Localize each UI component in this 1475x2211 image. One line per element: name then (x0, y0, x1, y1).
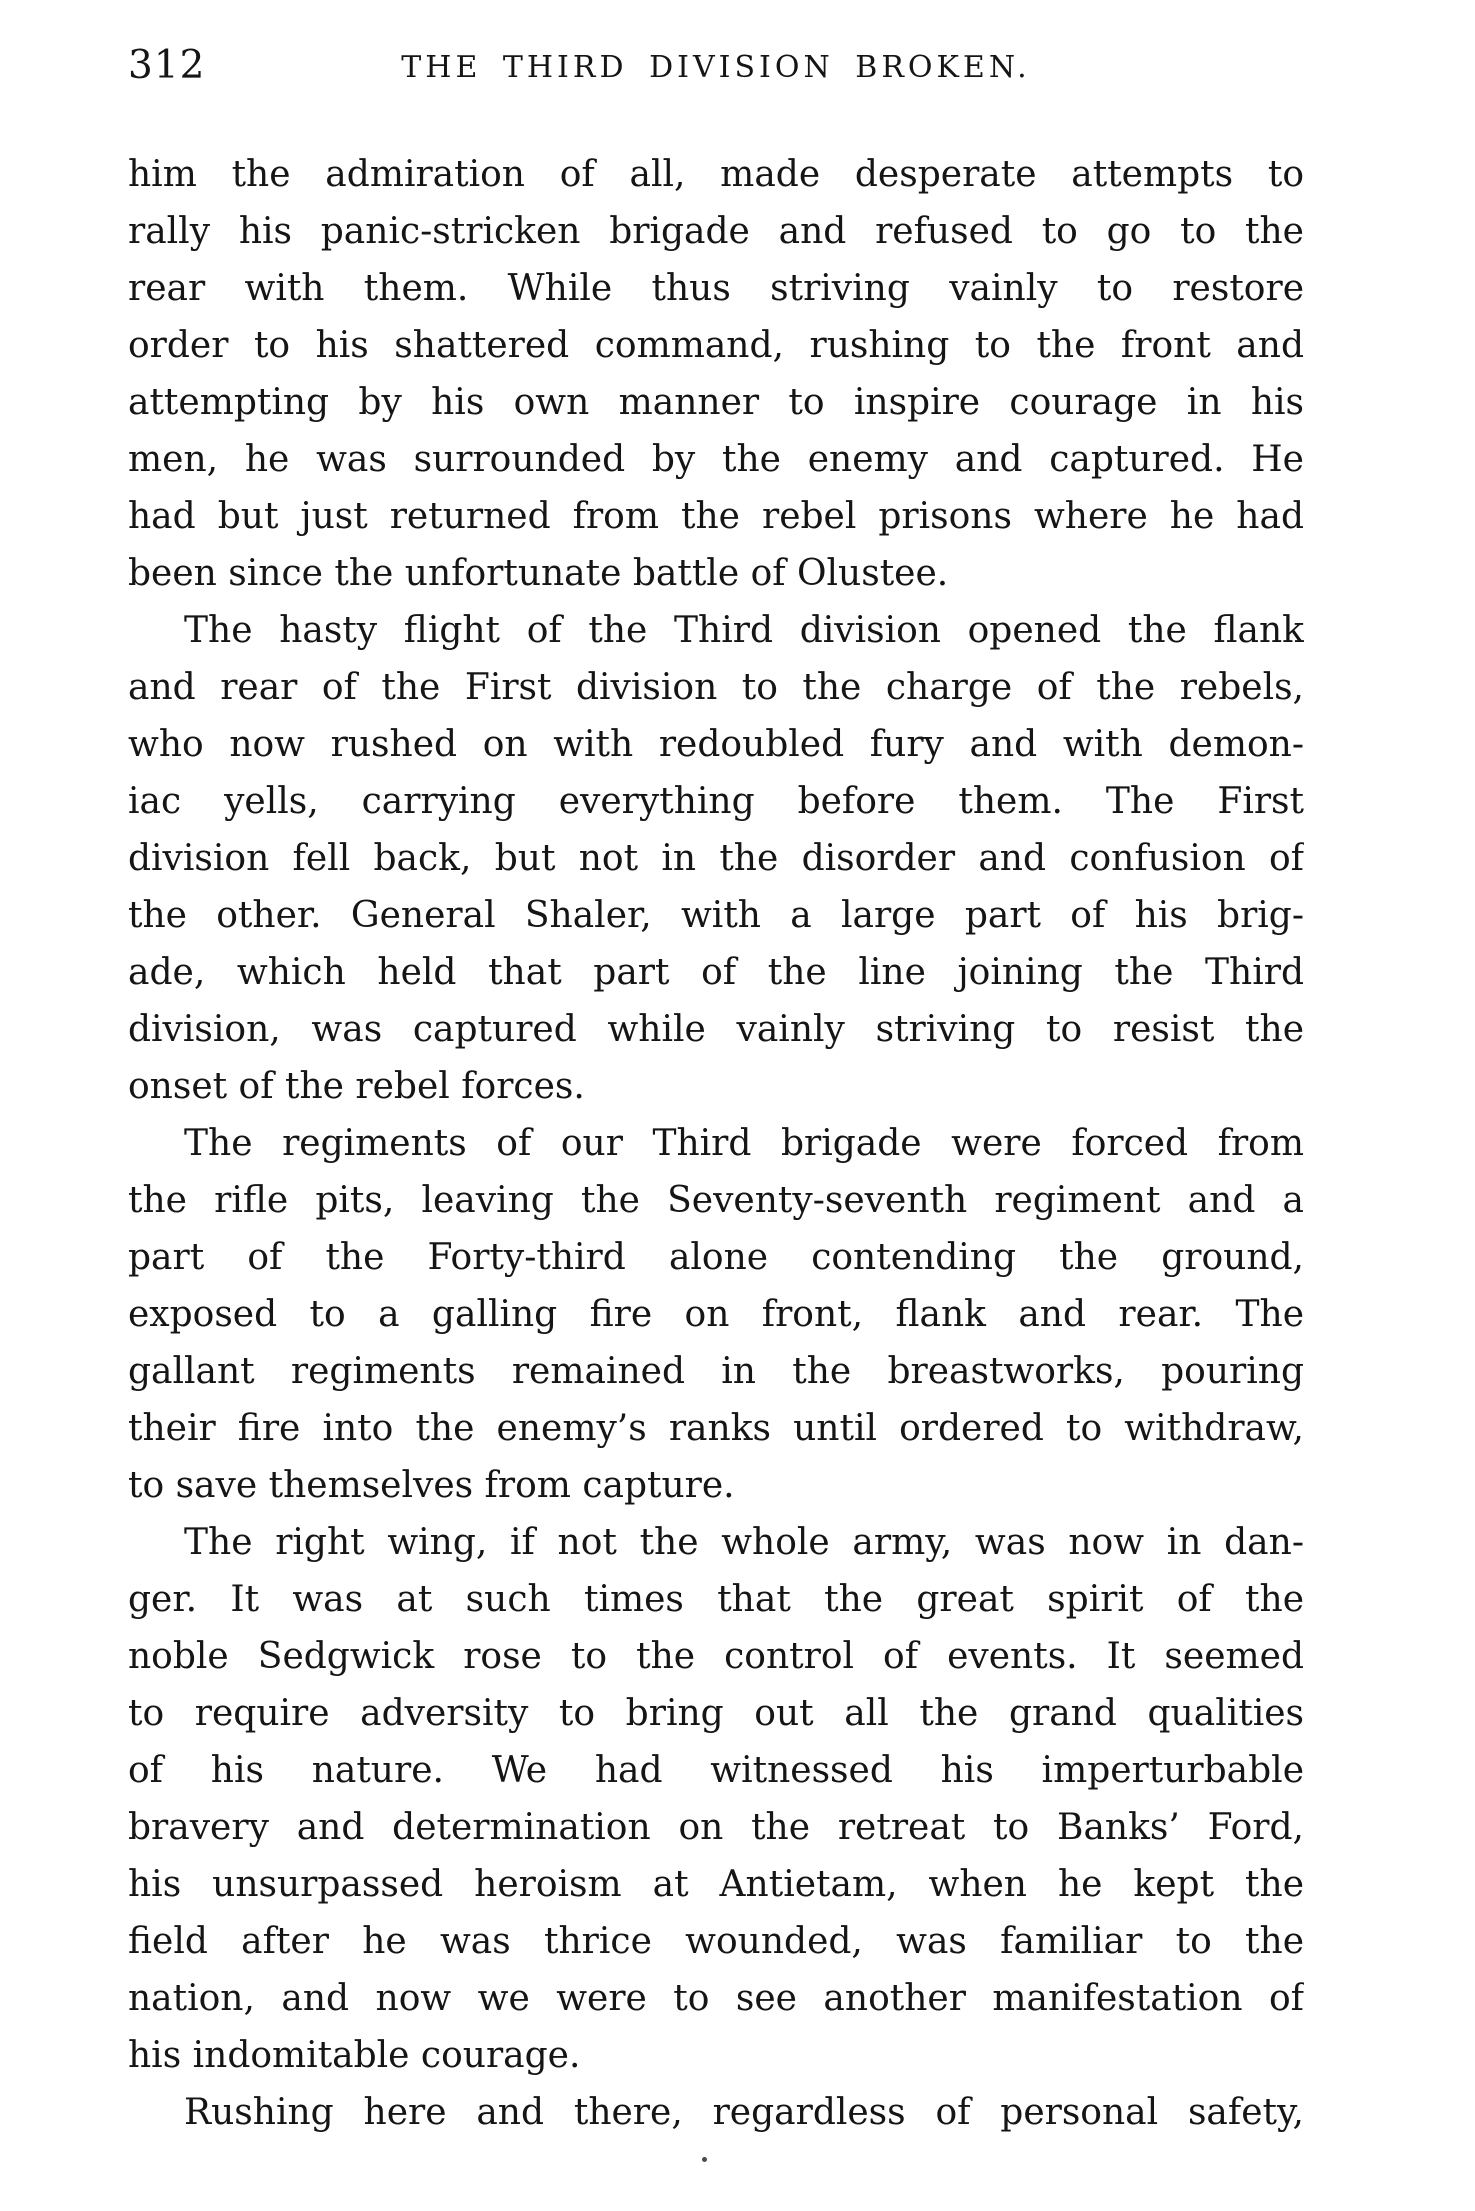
text-line: iac yells, carrying everything before them. The First (128, 781, 1304, 822)
text-line: been since the unfortunate battle of Olustee. (128, 553, 949, 594)
running-head-title: THE THIRD DIVISION BROKEN. (401, 50, 1031, 85)
text-line: to require adversity to bring out all the grand qualities (128, 1693, 1304, 1734)
text-line: ger. It was at such times that the great spirit of the (128, 1579, 1304, 1620)
text-line: order to his shattered command, rushing to the front and (128, 325, 1304, 366)
text-line: nation, and now we were to see another manifestation of (128, 1978, 1304, 2019)
text-line: ade, which held that part of the line joining the Third (128, 952, 1304, 993)
text-line: attempting by his own manner to inspire courage in his (128, 382, 1304, 423)
running-head (128, 40, 1304, 92)
text-line: part of the Forty-third alone contending the ground, (128, 1237, 1304, 1278)
text-line: The right wing, if not the whole army, was now in dan- (184, 1522, 1304, 1563)
text-line: of his nature. We had witnessed his imperturbable (128, 1750, 1304, 1791)
page-number: 312 (128, 43, 206, 88)
text-line: division, was captured while vainly striving to resist the (128, 1009, 1304, 1050)
text-line: Rushing here and there, regardless of personal safety, (184, 2092, 1304, 2133)
text-line: his unsurpassed heroism at Antietam, when he kept the (128, 1864, 1304, 1905)
text-line: rear with them. While thus striving vainly to restore (128, 268, 1304, 309)
text-block (128, 146, 1304, 2141)
text-line: his indomitable courage. (128, 2035, 581, 2076)
ink-speck (702, 2157, 707, 2162)
text-line: men, he was surrounded by the enemy and captured. He (128, 439, 1304, 480)
text-line: gallant regiments remained in the breastworks, pouring (128, 1351, 1304, 1392)
text-line: had but just returned from the rebel prisons where he had (128, 496, 1304, 537)
text-line: noble Sedgwick rose to the control of events. It seemed (128, 1636, 1304, 1677)
text-line: The hasty flight of the Third division opened the flank (184, 610, 1304, 651)
text-line: the other. General Shaler, with a large part of his brig- (128, 895, 1304, 936)
text-line: division fell back, but not in the disorder and confusion of (128, 838, 1304, 879)
text-line: exposed to a galling fire on front, flank and rear. The (128, 1294, 1304, 1335)
text-line: rally his panic-stricken brigade and refused to go to the (128, 211, 1304, 252)
text-line: field after he was thrice wounded, was familiar to the (128, 1921, 1304, 1962)
text-line: onset of the rebel forces. (128, 1066, 585, 1107)
text-line: and rear of the First division to the charge of the rebels, (128, 667, 1304, 708)
text-line: the rifle pits, leaving the Seventy-seventh regiment and a (128, 1180, 1304, 1221)
text-line: to save themselves from capture. (128, 1465, 735, 1506)
text-line: bravery and determination on the retreat to Banks’ Ford, (128, 1807, 1304, 1848)
text-line: their fire into the enemy’s ranks until ordered to withdraw, (128, 1408, 1304, 1449)
text-line: who now rushed on with redoubled fury and with demon- (128, 724, 1304, 765)
text-line: him the admiration of all, made desperate attempts to (128, 154, 1304, 195)
text-line: The regiments of our Third brigade were forced from (184, 1123, 1304, 1164)
